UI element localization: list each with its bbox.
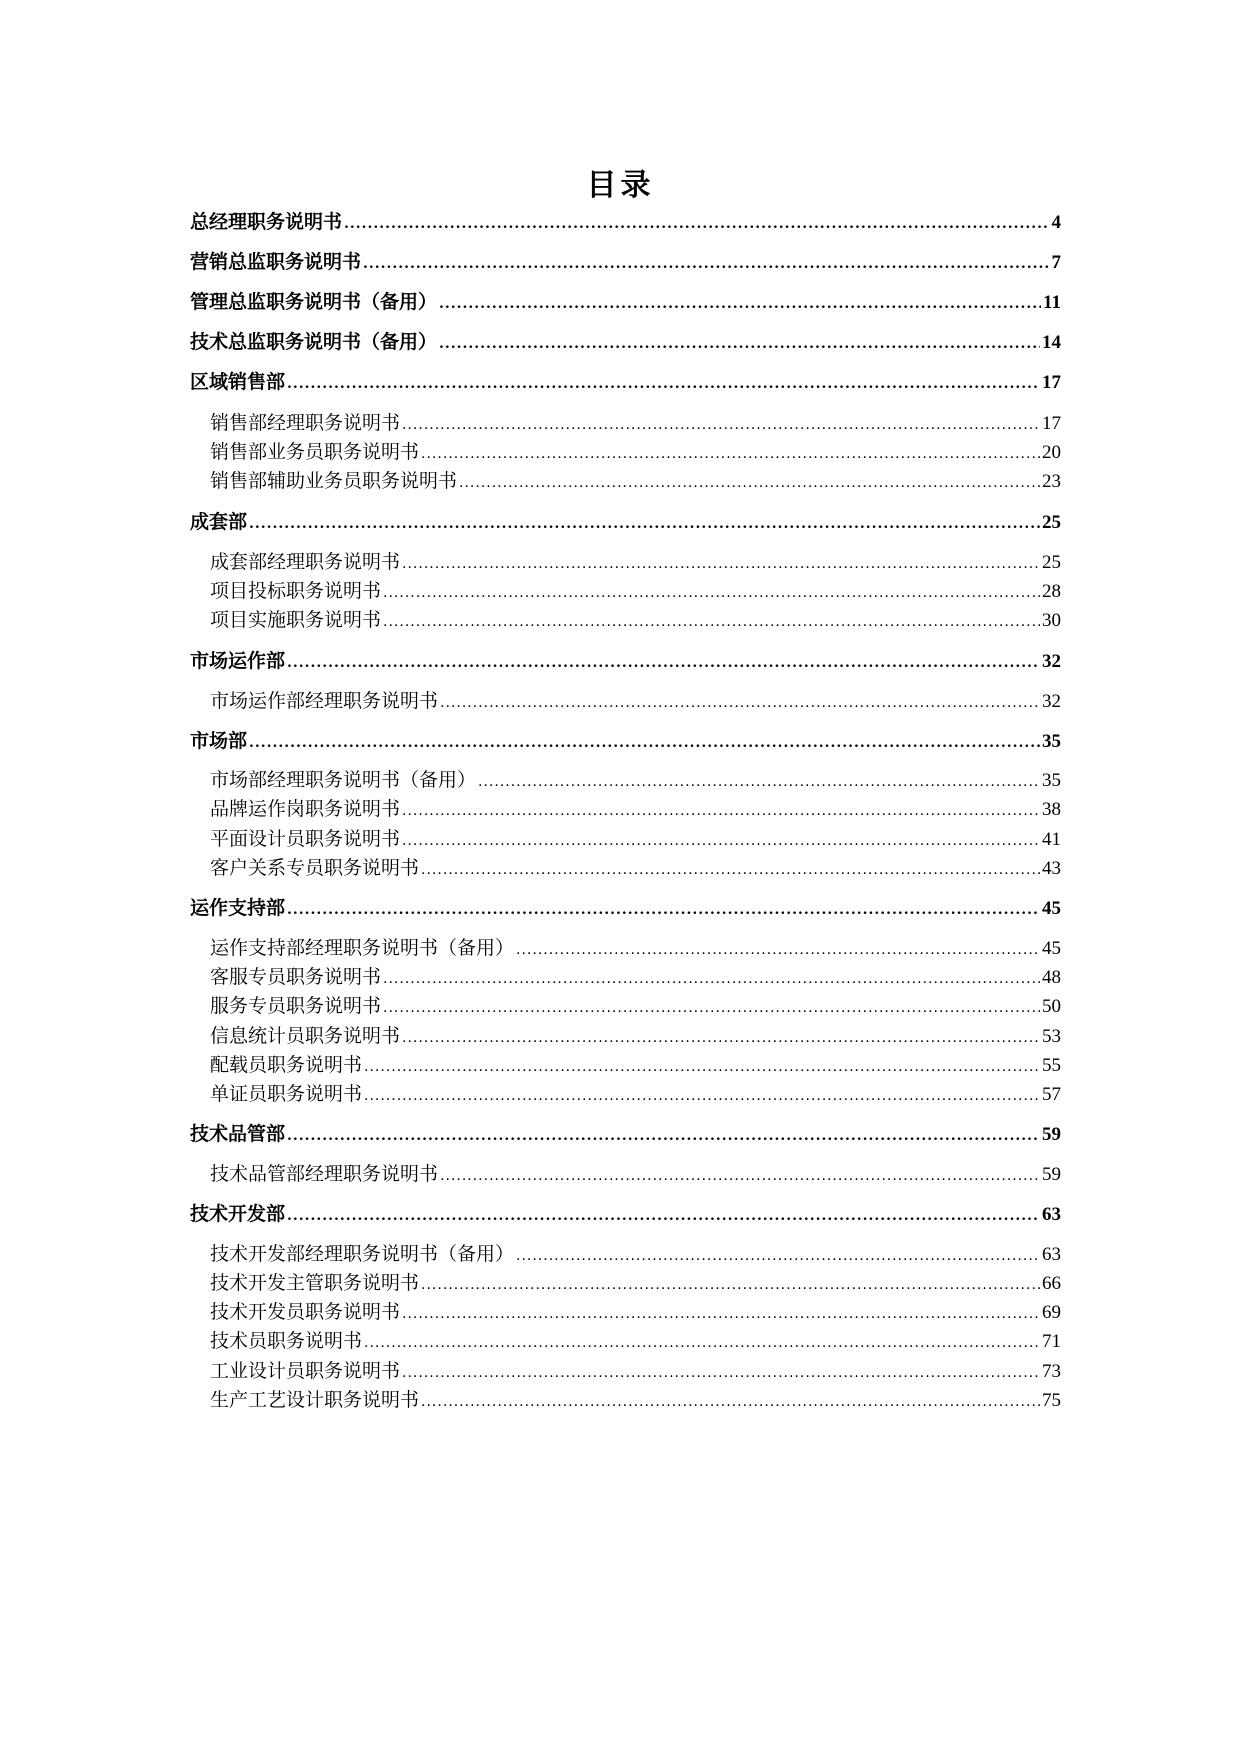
toc-section-entry[interactable] bbox=[190, 287, 1061, 314]
toc-page-number: 71 bbox=[1042, 1331, 1061, 1352]
toc-subentry[interactable] bbox=[210, 1239, 1061, 1266]
toc-entry-title: 成套部经理职务说明书 bbox=[210, 551, 401, 573]
toc-entry-title: 技术品管部 bbox=[190, 1123, 286, 1145]
toc-section-entry[interactable] bbox=[190, 247, 1061, 274]
toc-dot-leader bbox=[287, 655, 1040, 671]
toc-dot-leader bbox=[402, 833, 1040, 849]
toc-dot-leader bbox=[287, 1128, 1040, 1144]
toc-dot-leader bbox=[478, 774, 1040, 790]
toc-entry-title: 配载员职务说明书 bbox=[210, 1054, 363, 1076]
toc-page-number: 30 bbox=[1042, 610, 1061, 631]
toc-dot-leader bbox=[364, 1088, 1040, 1104]
toc-page-number: 75 bbox=[1042, 1390, 1061, 1411]
toc-subentry[interactable] bbox=[210, 1079, 1061, 1106]
toc-dot-leader bbox=[402, 1030, 1040, 1046]
toc-page-number: 55 bbox=[1042, 1055, 1061, 1076]
toc-entry-title: 技术开发部经理职务说明书（备用） bbox=[210, 1243, 515, 1265]
toc-page-number: 7 bbox=[1051, 252, 1061, 273]
toc-page-number: 41 bbox=[1042, 829, 1061, 850]
toc-dot-leader bbox=[440, 1168, 1040, 1184]
toc-dot-leader bbox=[439, 296, 1041, 312]
toc-entry-title: 销售部经理职务说明书 bbox=[210, 412, 401, 434]
toc-subentry[interactable] bbox=[210, 1050, 1061, 1077]
toc-page-number: 38 bbox=[1042, 799, 1061, 820]
toc-entry-title: 技术开发员职务说明书 bbox=[210, 1301, 401, 1323]
toc-page-number: 17 bbox=[1042, 413, 1061, 434]
toc-section-entry[interactable] bbox=[190, 327, 1061, 354]
toc-section-entry[interactable] bbox=[190, 726, 1061, 753]
toc-dot-leader bbox=[402, 417, 1040, 433]
toc-entry-title: 运作支持部经理职务说明书（备用） bbox=[210, 937, 515, 959]
toc-dot-leader bbox=[287, 1208, 1040, 1224]
toc-page-number: 45 bbox=[1042, 898, 1061, 919]
toc-dot-leader bbox=[383, 614, 1040, 630]
toc-dot-leader bbox=[421, 1277, 1040, 1293]
toc-page-number: 57 bbox=[1042, 1084, 1061, 1105]
toc-page-number: 50 bbox=[1042, 996, 1061, 1017]
toc-page-number: 32 bbox=[1042, 651, 1061, 672]
toc-entry-title: 工业设计员职务说明书 bbox=[210, 1360, 401, 1382]
toc-dot-leader bbox=[402, 803, 1040, 819]
toc-page-number: 63 bbox=[1042, 1204, 1061, 1225]
toc-entry-title: 平面设计员职务说明书 bbox=[210, 828, 401, 850]
toc-section-entry[interactable] bbox=[190, 207, 1061, 234]
toc-dot-leader bbox=[459, 475, 1040, 491]
toc-page-number: 23 bbox=[1042, 471, 1061, 492]
toc-subentry[interactable] bbox=[210, 466, 1061, 493]
toc-page-number: 63 bbox=[1042, 1244, 1061, 1265]
toc-section-entry[interactable] bbox=[190, 1119, 1061, 1146]
toc-entry-title: 技术品管部经理职务说明书 bbox=[210, 1163, 439, 1185]
toc-entry-title: 生产工艺设计职务说明书 bbox=[210, 1389, 420, 1411]
toc-page-number: 11 bbox=[1043, 292, 1061, 313]
toc-entry-title: 运作支持部 bbox=[190, 897, 286, 919]
toc-entry-title: 信息统计员职务说明书 bbox=[210, 1025, 401, 1047]
toc-subentry[interactable] bbox=[210, 686, 1061, 713]
toc-entry-title: 销售部业务员职务说明书 bbox=[210, 441, 420, 463]
toc-subentry[interactable] bbox=[210, 962, 1061, 989]
toc-page-number: 14 bbox=[1042, 332, 1061, 353]
toc-page-number: 43 bbox=[1042, 858, 1061, 879]
toc-subentry[interactable] bbox=[210, 765, 1061, 792]
toc-dot-leader bbox=[402, 556, 1040, 572]
toc-page-number: 17 bbox=[1042, 372, 1061, 393]
toc-entry-title: 单证员职务说明书 bbox=[210, 1083, 363, 1105]
toc-dot-leader bbox=[363, 256, 1049, 272]
toc-entry-title: 技术开发主管职务说明书 bbox=[210, 1272, 420, 1294]
toc-section-entry[interactable] bbox=[190, 1199, 1061, 1226]
toc-page-number: 25 bbox=[1042, 512, 1061, 533]
toc-subentry[interactable] bbox=[210, 853, 1061, 880]
toc-subentry[interactable] bbox=[210, 1326, 1061, 1353]
toc-subentry[interactable] bbox=[210, 1356, 1061, 1383]
toc-subentry[interactable] bbox=[210, 1297, 1061, 1324]
toc-subentry[interactable] bbox=[210, 794, 1061, 821]
toc-entry-title: 项目投标职务说明书 bbox=[210, 580, 382, 602]
toc-dot-leader bbox=[287, 902, 1040, 918]
toc-entry-title: 技术开发部 bbox=[190, 1203, 286, 1225]
toc-entry-title: 总经理职务说明书 bbox=[190, 211, 343, 233]
toc-section-entry[interactable] bbox=[190, 646, 1061, 673]
toc-dot-leader bbox=[383, 971, 1040, 987]
toc-dot-leader bbox=[287, 376, 1040, 392]
toc-page-number: 45 bbox=[1042, 938, 1061, 959]
toc-page-number: 35 bbox=[1042, 731, 1061, 752]
toc-subentry[interactable] bbox=[210, 1159, 1061, 1186]
toc-entry-title: 管理总监职务说明书（备用） bbox=[190, 291, 438, 313]
toc-subentry[interactable] bbox=[210, 991, 1061, 1018]
toc-page-number: 28 bbox=[1042, 581, 1061, 602]
toc-subentry[interactable] bbox=[210, 1021, 1061, 1048]
toc-entry-title: 市场运作部 bbox=[190, 650, 286, 672]
toc-dot-leader bbox=[344, 216, 1049, 232]
toc-dot-leader bbox=[402, 1365, 1040, 1381]
toc-page-number: 4 bbox=[1051, 212, 1061, 233]
toc-subentry[interactable] bbox=[210, 437, 1061, 464]
toc-entry-title: 技术总监职务说明书（备用） bbox=[190, 331, 438, 353]
toc-subentry[interactable] bbox=[210, 933, 1061, 960]
toc-entry-title: 项目实施职务说明书 bbox=[210, 609, 382, 631]
toc-dot-leader bbox=[249, 735, 1040, 751]
toc-entry-title: 销售部辅助业务员职务说明书 bbox=[210, 470, 458, 492]
toc-dot-leader bbox=[364, 1059, 1040, 1075]
toc-dot-leader bbox=[439, 336, 1040, 352]
toc-page-number: 25 bbox=[1042, 552, 1061, 573]
toc-entry-title: 市场部经理职务说明书（备用） bbox=[210, 769, 477, 791]
toc-page-number: 32 bbox=[1042, 691, 1061, 712]
toc-dot-leader bbox=[402, 1306, 1040, 1322]
toc-dot-leader bbox=[516, 942, 1040, 958]
toc-page-number: 59 bbox=[1042, 1124, 1061, 1145]
toc-subentry[interactable] bbox=[210, 547, 1061, 574]
toc-page-number: 66 bbox=[1042, 1273, 1061, 1294]
toc-page-number: 59 bbox=[1042, 1164, 1061, 1185]
toc-dot-leader bbox=[364, 1335, 1040, 1351]
toc-page-number: 69 bbox=[1042, 1302, 1061, 1323]
toc-entry-title: 技术员职务说明书 bbox=[210, 1330, 363, 1352]
toc-entry-title: 成套部 bbox=[190, 511, 248, 533]
toc-entry-title: 营销总监职务说明书 bbox=[190, 251, 362, 273]
toc-page-number: 73 bbox=[1042, 1361, 1061, 1382]
toc-dot-leader bbox=[516, 1248, 1040, 1264]
toc-entry-title: 品牌运作岗职务说明书 bbox=[210, 798, 401, 820]
toc-subentry[interactable] bbox=[210, 408, 1061, 435]
toc-dot-leader bbox=[383, 1000, 1040, 1016]
toc-dot-leader bbox=[421, 862, 1040, 878]
toc-dot-leader bbox=[421, 446, 1040, 462]
toc-subentry[interactable] bbox=[210, 1385, 1061, 1412]
toc-section-entry[interactable] bbox=[190, 507, 1061, 534]
toc-subentry[interactable] bbox=[210, 824, 1061, 851]
toc-subentry[interactable] bbox=[210, 1268, 1061, 1295]
toc-page-number: 20 bbox=[1042, 442, 1061, 463]
toc-entry-title: 客服专员职务说明书 bbox=[210, 966, 382, 988]
toc-subentry[interactable] bbox=[210, 576, 1061, 603]
toc-entry-title: 服务专员职务说明书 bbox=[210, 995, 382, 1017]
toc-dot-leader bbox=[440, 695, 1040, 711]
toc-section-entry[interactable] bbox=[190, 367, 1061, 394]
toc-page-number: 53 bbox=[1042, 1026, 1061, 1047]
toc-entry-title: 市场部 bbox=[190, 730, 248, 752]
toc-entry-title: 区域销售部 bbox=[190, 371, 286, 393]
toc-dot-leader bbox=[249, 516, 1040, 532]
toc-title: 目录 bbox=[586, 168, 655, 203]
toc-subentry[interactable] bbox=[210, 605, 1061, 632]
toc-entry-title: 市场运作部经理职务说明书 bbox=[210, 690, 439, 712]
toc-dot-leader bbox=[383, 585, 1040, 601]
toc-page-number: 35 bbox=[1042, 770, 1061, 791]
toc-section-entry[interactable] bbox=[190, 893, 1061, 920]
toc-dot-leader bbox=[421, 1394, 1040, 1410]
toc-page-number: 48 bbox=[1042, 967, 1061, 988]
toc-entry-title: 客户关系专员职务说明书 bbox=[210, 857, 420, 879]
